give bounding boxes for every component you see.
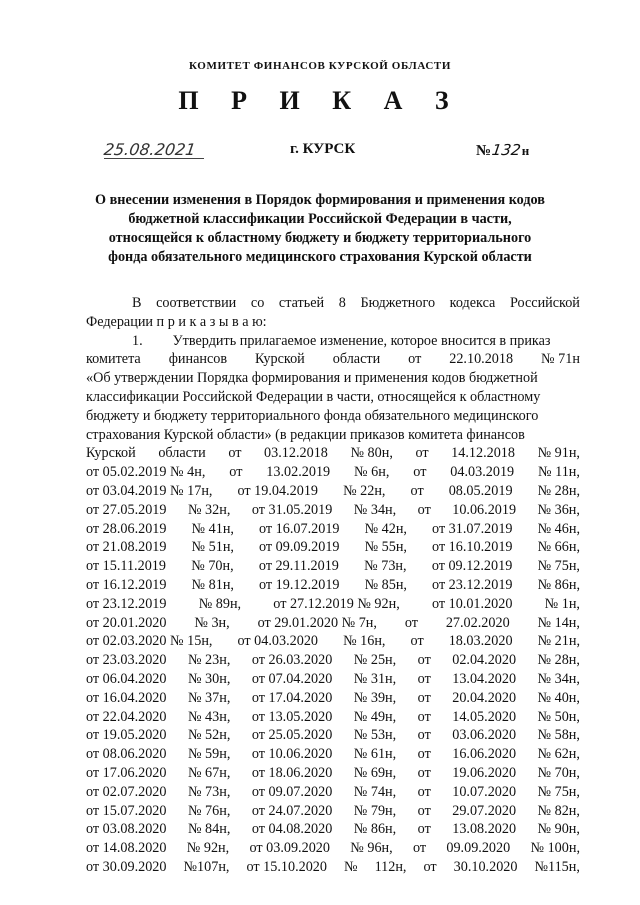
line-segment: 14.05.2020 bbox=[452, 708, 517, 725]
line-segment: страхования Курской области» (в редакции приказов комитета финансов bbox=[86, 426, 525, 443]
line-segment: 18.03.2020 bbox=[448, 633, 513, 650]
line-segment: от 10.06.2020 bbox=[251, 746, 333, 763]
item-line bbox=[86, 369, 580, 388]
line-segment: № 39н, bbox=[353, 689, 397, 706]
line-segment: № 71н bbox=[541, 351, 580, 368]
line-segment: № 36н, bbox=[537, 501, 580, 518]
line-segment: Курской bbox=[255, 351, 305, 368]
line-segment: № bbox=[344, 858, 358, 875]
item-line bbox=[86, 783, 580, 802]
line-segment: от 18.06.2020 bbox=[251, 764, 333, 781]
line-segment: от 13.05.2020 bbox=[251, 708, 333, 725]
city-label: г. КУРСК bbox=[290, 141, 356, 157]
line-segment: от bbox=[417, 670, 431, 687]
line-segment: от 25.05.2020 bbox=[251, 727, 333, 744]
line-segment: № 1н, bbox=[544, 595, 580, 612]
line-segment: 10.07.2020 bbox=[452, 783, 517, 800]
item-line bbox=[86, 501, 580, 520]
line-segment: от 28.06.2019 bbox=[86, 520, 167, 537]
item-line bbox=[86, 463, 580, 482]
line-segment: от 04.08.2020 bbox=[251, 821, 333, 838]
line-segment: № 55н, bbox=[364, 539, 407, 556]
line-segment: В bbox=[132, 295, 142, 311]
line-segment: № 21н, bbox=[537, 633, 580, 650]
item-line bbox=[86, 482, 580, 501]
item-line bbox=[86, 520, 580, 539]
line-segment: № 73н, bbox=[364, 558, 407, 575]
line-segment: от 08.06.2020 bbox=[86, 746, 167, 763]
line-segment: Российской bbox=[509, 295, 580, 311]
line-segment: 09.09.2020 bbox=[446, 840, 511, 857]
line-segment: комитета bbox=[86, 351, 141, 368]
line-segment: № 86н, bbox=[537, 576, 580, 593]
line-segment: № 22н, bbox=[343, 482, 386, 499]
line-segment: № 40н, bbox=[537, 689, 580, 706]
line-segment: № 76н, bbox=[187, 802, 231, 819]
line-segment: от 31.05.2019 bbox=[251, 501, 333, 518]
item-line bbox=[86, 538, 580, 557]
line-segment: от bbox=[408, 351, 422, 368]
line-segment: от bbox=[417, 727, 431, 744]
line-segment: от bbox=[412, 840, 427, 857]
line-segment: 22.10.2018 bbox=[449, 351, 514, 368]
line-segment: от bbox=[417, 708, 431, 725]
line-segment: № 100н, bbox=[530, 840, 580, 857]
line-segment: области bbox=[158, 445, 206, 462]
item-line bbox=[86, 764, 580, 783]
line-segment: № 42н, bbox=[364, 520, 407, 537]
document-title: П Р И К А З bbox=[178, 86, 462, 115]
line-segment: №107н, bbox=[183, 858, 230, 875]
item-line bbox=[86, 426, 580, 445]
item-line bbox=[86, 407, 580, 426]
line-segment: от 23.12.2019 bbox=[432, 576, 513, 593]
line-segment: от 02.03.2020 № 15н, bbox=[86, 633, 213, 650]
line-segment: от bbox=[417, 746, 431, 763]
line-segment: № 92н, bbox=[186, 840, 230, 857]
line-segment: от 04.03.2020 bbox=[237, 633, 319, 650]
line-segment: от bbox=[417, 501, 431, 518]
line-segment: № 70н, bbox=[537, 764, 580, 781]
line-segment: от 19.04.2019 bbox=[237, 482, 319, 499]
line-segment: от 29.01.2020 № 7н, bbox=[257, 614, 377, 631]
line-segment: № 16н, bbox=[343, 633, 386, 650]
line-segment: 27.02.2020 bbox=[445, 614, 510, 631]
line-segment: от 09.09.2019 bbox=[259, 539, 340, 556]
item-line bbox=[86, 839, 580, 858]
item-line bbox=[86, 350, 580, 369]
line-segment: 13.04.2020 bbox=[452, 670, 517, 687]
item-line bbox=[86, 388, 580, 407]
line-segment: 30.10.2020 bbox=[453, 858, 518, 875]
line-segment: № 28н, bbox=[537, 482, 580, 499]
line-segment: № 50н, bbox=[537, 708, 580, 725]
item-line bbox=[86, 670, 580, 689]
line-segment: от 27.05.2019 bbox=[86, 501, 167, 518]
line-segment: от bbox=[417, 764, 431, 781]
line-segment: № 11н, bbox=[538, 464, 580, 481]
item-line bbox=[86, 595, 580, 614]
line-segment: кодекса bbox=[449, 295, 496, 311]
line-segment: № 34н, bbox=[537, 670, 580, 687]
line-segment: № 53н, bbox=[353, 727, 397, 744]
subject-line: фонда обязательного медицинского страхования Курской области bbox=[108, 249, 532, 265]
line-segment: 13.02.2019 bbox=[266, 464, 331, 481]
line-segment: № 28н, bbox=[537, 652, 580, 669]
line-segment: соответствии bbox=[156, 295, 237, 311]
line-segment: № 80н, bbox=[350, 445, 393, 462]
line-segment: № 67н, bbox=[187, 764, 231, 781]
line-segment: Утвердить прилагаемое изменение, которое вносится в приказ bbox=[172, 332, 551, 349]
line-segment: № 31н, bbox=[353, 670, 397, 687]
line-segment: № 82н, bbox=[537, 802, 580, 819]
line-segment: от 07.04.2020 bbox=[251, 670, 333, 687]
line-segment: статьей bbox=[278, 295, 325, 311]
line-segment: № 69н, bbox=[353, 764, 397, 781]
line-segment: от bbox=[410, 482, 424, 499]
line-segment: со bbox=[250, 295, 265, 311]
item-line bbox=[86, 858, 580, 877]
line-segment: от 23.12.2019 bbox=[86, 595, 167, 612]
item-line bbox=[86, 614, 580, 633]
line-segment: № 41н, bbox=[191, 520, 234, 537]
line-segment: от 16.10.2019 bbox=[432, 539, 513, 556]
line-segment: 04.03.2019 bbox=[450, 464, 515, 481]
line-segment: № 91н, bbox=[537, 445, 580, 462]
item-line bbox=[86, 576, 580, 595]
order-number bbox=[476, 141, 529, 160]
line-segment: от 24.07.2020 bbox=[251, 802, 333, 819]
subject-line: бюджетной классификации Российской Федерации в части, bbox=[128, 211, 512, 227]
line-segment: № 49н, bbox=[353, 708, 397, 725]
line-segment: от bbox=[228, 445, 242, 462]
line-segment: от 17.06.2020 bbox=[86, 764, 167, 781]
handwritten-date: 25.08.2021 bbox=[102, 140, 197, 159]
line-segment: Бюджетного bbox=[360, 295, 436, 311]
line-segment: от bbox=[413, 464, 427, 481]
number-suffix: н bbox=[521, 143, 530, 158]
line-segment: от 10.01.2020 bbox=[431, 595, 513, 612]
line-segment: № 62н, bbox=[537, 746, 580, 763]
line-segment: 29.07.2020 bbox=[452, 802, 517, 819]
line-segment: от bbox=[229, 464, 243, 481]
item-line bbox=[86, 444, 580, 463]
line-segment: от 05.02.2019 № 4н, bbox=[86, 464, 206, 481]
line-segment: № 61н, bbox=[353, 746, 397, 763]
line-segment: от 20.01.2020 bbox=[86, 614, 167, 631]
line-segment: финансов bbox=[168, 351, 228, 368]
line-segment: от 22.04.2020 bbox=[86, 708, 167, 725]
line-segment: от bbox=[404, 614, 418, 631]
line-segment: от bbox=[417, 783, 431, 800]
line-segment: № 30н, bbox=[187, 670, 231, 687]
line-segment: № 96н, bbox=[350, 840, 393, 857]
item-line bbox=[86, 632, 580, 651]
subject-line: О внесении изменения в Порядок формирования и применения кодов bbox=[95, 192, 545, 208]
line-segment: бюджету и бюджету территориального фонда обязательного медицинского bbox=[86, 407, 539, 424]
line-segment: от 15.10.2020 bbox=[246, 858, 327, 875]
item-line bbox=[86, 745, 580, 764]
line-segment: от 02.07.2020 bbox=[86, 783, 167, 800]
intro-line bbox=[86, 313, 580, 332]
line-segment: 13.08.2020 bbox=[452, 821, 517, 838]
line-segment: 02.04.2020 bbox=[452, 652, 517, 669]
intro-line bbox=[86, 294, 580, 313]
line-segment: от 19.05.2020 bbox=[86, 727, 167, 744]
line-segment: от 16.12.2019 bbox=[86, 576, 167, 593]
line-segment: № 89н, bbox=[198, 595, 242, 612]
line-segment: № 46н, bbox=[537, 520, 580, 537]
line-segment: 112н, bbox=[374, 858, 407, 875]
line-segment: № 43н, bbox=[187, 708, 231, 725]
line-segment: № 23н, bbox=[187, 652, 231, 669]
item-line bbox=[86, 820, 580, 839]
line-segment: № 59н, bbox=[187, 746, 231, 763]
item-line bbox=[86, 802, 580, 821]
line-segment: от 14.08.2020 bbox=[86, 840, 167, 857]
line-segment: 10.06.2019 bbox=[452, 501, 517, 518]
line-segment: 14.12.2018 bbox=[451, 445, 515, 462]
line-segment: № 74н, bbox=[353, 783, 397, 800]
line-segment: № 37н, bbox=[187, 689, 231, 706]
line-segment: от bbox=[417, 652, 431, 669]
line-segment: № 86н, bbox=[353, 821, 397, 838]
line-segment: от bbox=[417, 821, 431, 838]
line-segment: № 81н, bbox=[191, 576, 234, 593]
line-segment: от 30.09.2020 bbox=[86, 858, 167, 875]
line-segment: 19.06.2020 bbox=[452, 764, 517, 781]
item-line bbox=[86, 557, 580, 576]
line-segment: от 06.04.2020 bbox=[86, 670, 167, 687]
line-segment: от 16.07.2019 bbox=[259, 520, 340, 537]
line-segment: 20.04.2020 bbox=[452, 689, 517, 706]
line-segment: № 73н, bbox=[187, 783, 231, 800]
line-segment: № 25н, bbox=[353, 652, 397, 669]
line-segment: Федерации п р и к а з ы в а ю: bbox=[86, 313, 267, 330]
line-segment: № 79н, bbox=[353, 802, 397, 819]
committee-name: КОМИТЕТ ФИНАНСОВ КУРСКОЙ ОБЛАСТИ bbox=[189, 60, 451, 72]
line-segment: № 52н, bbox=[187, 727, 231, 744]
line-segment: от 09.07.2020 bbox=[251, 783, 333, 800]
line-segment: 03.06.2020 bbox=[452, 727, 517, 744]
line-segment: от 21.08.2019 bbox=[86, 539, 167, 556]
line-segment: от 29.11.2019 bbox=[258, 558, 339, 575]
line-segment: от 03.04.2019 № 17н, bbox=[86, 482, 213, 499]
line-segment: от 09.12.2019 bbox=[431, 558, 513, 575]
line-segment: № 85н, bbox=[364, 576, 407, 593]
line-segment: от 15.11.2019 bbox=[86, 558, 166, 575]
line-segment: № 34н, bbox=[353, 501, 397, 518]
line-segment: от 19.12.2019 bbox=[259, 576, 340, 593]
line-segment: № 32н, bbox=[187, 501, 231, 518]
item-line bbox=[86, 651, 580, 670]
line-segment: 03.12.2018 bbox=[264, 445, 328, 462]
line-segment: от bbox=[417, 689, 431, 706]
item-line bbox=[86, 726, 580, 745]
subject-line: относящейся к областному бюджету и бюджету территориального bbox=[108, 230, 532, 246]
line-segment: «Об утверждении Порядка формирования и применения кодов бюджетной bbox=[86, 370, 538, 387]
item-line bbox=[86, 689, 580, 708]
order-body bbox=[86, 294, 580, 877]
item-line bbox=[86, 332, 580, 351]
line-segment: 08.05.2019 bbox=[448, 482, 513, 499]
handwritten-number: 132 bbox=[490, 141, 522, 159]
line-segment: № 66н, bbox=[537, 539, 580, 556]
line-segment: от 15.07.2020 bbox=[86, 802, 167, 819]
line-segment: от 17.04.2020 bbox=[251, 689, 333, 706]
number-prefix: № bbox=[476, 143, 492, 159]
line-segment: № 14н, bbox=[537, 614, 580, 631]
line-segment: от 16.04.2020 bbox=[86, 689, 167, 706]
line-segment: № 70н, bbox=[191, 558, 234, 575]
line-segment: от 31.07.2019 bbox=[432, 520, 513, 537]
line-segment: от bbox=[410, 633, 424, 650]
line-segment: № 58н, bbox=[537, 727, 580, 744]
line-segment: от 03.08.2020 bbox=[86, 821, 167, 838]
line-segment: области bbox=[332, 351, 381, 368]
date-underline bbox=[104, 158, 204, 159]
line-segment: Курской bbox=[86, 445, 136, 462]
line-segment: № 51н, bbox=[191, 539, 234, 556]
line-segment: от bbox=[417, 802, 431, 819]
line-segment: № 84н, bbox=[187, 821, 231, 838]
line-segment: № 75н, bbox=[537, 558, 580, 575]
order-subject bbox=[60, 191, 580, 267]
item-number: 1. bbox=[132, 332, 143, 349]
line-segment: № 6н, bbox=[354, 464, 390, 481]
item-line bbox=[86, 708, 580, 727]
line-segment: № 3н, bbox=[194, 614, 230, 631]
line-segment: №115н, bbox=[534, 858, 580, 875]
line-segment: от bbox=[415, 445, 429, 462]
line-segment: от 23.03.2020 bbox=[86, 652, 167, 669]
line-segment: № 75н, bbox=[537, 783, 580, 800]
line-segment: от 26.03.2020 bbox=[251, 652, 333, 669]
line-segment: от bbox=[423, 858, 437, 875]
line-segment: от 03.09.2020 bbox=[249, 840, 330, 857]
line-segment: 16.06.2020 bbox=[452, 746, 517, 763]
line-segment: классификации Российской Федерации в части, относящейся к областному bbox=[86, 388, 541, 405]
line-segment: 8 bbox=[338, 295, 346, 311]
line-segment: от 27.12.2019 № 92н, bbox=[273, 595, 400, 612]
line-segment: № 90н, bbox=[537, 821, 580, 838]
